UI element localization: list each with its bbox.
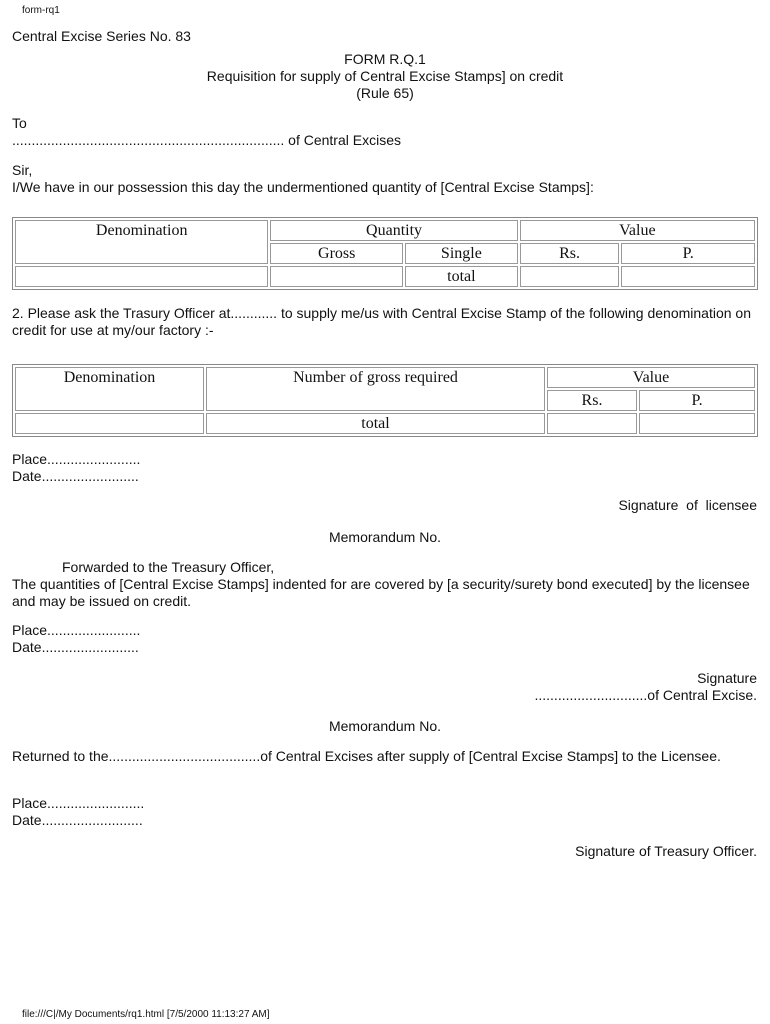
table2-header-value: Value [547, 367, 755, 388]
table2-header-rs: Rs. [547, 390, 637, 411]
possession-table [12, 217, 758, 290]
table2-cell-denomination [15, 413, 204, 434]
series-number: Central Excise Series No. 83 [12, 28, 191, 44]
place-field-3: Place......................... [12, 795, 145, 811]
table2-header-p: P. [639, 390, 755, 411]
memorandum-2: Memorandum No. [328, 718, 442, 734]
date-field-3: Date.......................... [12, 812, 143, 828]
place-field-1: Place........................ [12, 451, 141, 467]
table1-header-rs: Rs. [520, 243, 620, 264]
signature-2-line-1: Signature [697, 670, 757, 686]
signature-licensee: Signature of licensee [618, 497, 757, 513]
quantities-text: The quantities of [Central Excise Stamps] indented for are covered by [a security/surety bond executed] by the licensee and may be issued on credit. [12, 576, 750, 609]
table1-header-denomination: Denomination [15, 220, 268, 264]
rule-reference: (Rule 65) [356, 85, 414, 101]
table1-header-gross: Gross [270, 243, 403, 264]
memorandum-1: Memorandum No. [328, 529, 442, 545]
to-line: ...................................................................... of Central Excises [12, 132, 401, 148]
table1-header-single: Single [405, 243, 518, 264]
table1-cell-denomination [15, 266, 268, 287]
requisition-table [12, 364, 758, 437]
page-header: form-rq1 [22, 5, 60, 16]
intro-text: I/We have in our possession this day the undermentioned quantity of [Central Excise Stamps]: [12, 179, 594, 195]
table1-header-quantity: Quantity [270, 220, 517, 241]
form-subtitle: Requisition for supply of Central Excise Stamps] on credit [206, 68, 564, 84]
forwarded-text: Forwarded to the Treasury Officer, [62, 559, 275, 575]
table2-cell-p [639, 413, 755, 434]
to-label: To [12, 115, 27, 131]
date-field-2: Date......................... [12, 639, 139, 655]
table1-cell-rs [520, 266, 620, 287]
date-field-1: Date......................... [12, 468, 139, 484]
table-row [15, 413, 755, 434]
returned-text: Returned to the.......................................of Central Excises after supply of [Central Excise Stamps] to the Licensee. [12, 748, 721, 764]
signature-2-line-2: .............................of Central Excise. [534, 687, 757, 703]
table-row [15, 266, 755, 287]
place-field-2: Place........................ [12, 622, 141, 638]
page-footer: file:///C|/My Documents/rq1.html [7/5/2000 11:13:27 AM] [22, 1009, 270, 1020]
table1-cell-gross [270, 266, 403, 287]
table2-cell-rs [547, 413, 637, 434]
table1-cell-p [621, 266, 755, 287]
signature-treasury-officer: Signature of Treasury Officer. [575, 843, 757, 859]
salutation: Sir, [12, 162, 33, 178]
paragraph-2: 2. Please ask the Trasury Officer at............ to supply me/us with Central Excise Stamp of the following denomination on credit for use at my/our factory :- [12, 305, 751, 338]
table2-cell-total: total [206, 413, 545, 434]
table1-header-p: P. [621, 243, 755, 264]
form-title: FORM R.Q.1 [344, 51, 426, 67]
table2-header-denomination: Denomination [15, 367, 204, 411]
table1-header-value: Value [520, 220, 755, 241]
table2-header-gross-required: Number of gross required [206, 367, 545, 411]
table1-cell-total: total [405, 266, 518, 287]
